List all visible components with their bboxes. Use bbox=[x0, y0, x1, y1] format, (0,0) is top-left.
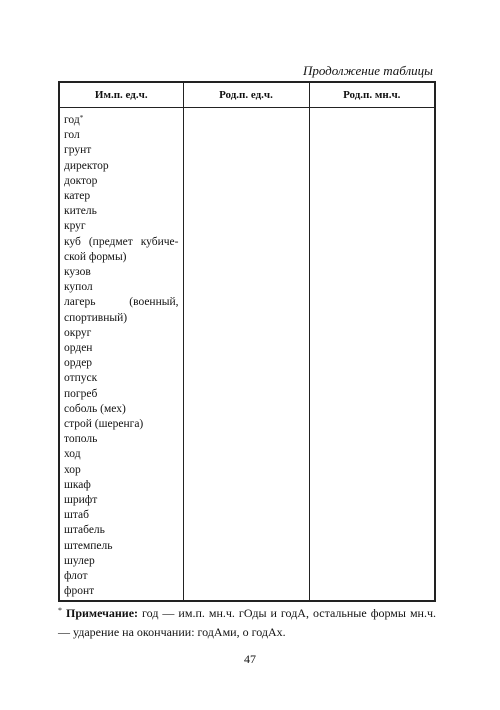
note-marker: * bbox=[58, 606, 62, 615]
word-entry: купол bbox=[64, 281, 93, 294]
word-entry: округ bbox=[64, 326, 92, 339]
word-entry: соболь (мех) bbox=[64, 402, 126, 415]
word-entry: флот bbox=[64, 570, 88, 583]
word-entry: тополь bbox=[64, 433, 98, 446]
genitive-singular-column bbox=[183, 108, 309, 601]
word-entry bbox=[64, 113, 179, 128]
genitive-plural-column bbox=[309, 108, 435, 601]
table-caption: Продолжение таблицы bbox=[302, 63, 433, 78]
word-entry: погреб bbox=[64, 387, 98, 400]
word-entry: ход bbox=[64, 448, 81, 461]
word-entry: штабель bbox=[64, 524, 105, 537]
declension-table bbox=[58, 81, 436, 602]
word-entry: катер bbox=[64, 190, 91, 203]
footnote bbox=[58, 604, 436, 642]
nominative-singular-column bbox=[59, 108, 183, 601]
note-text: год — им.п. мн.ч. гОды и годА, остальные формы мн.ч. — ударение на окончании: годАми, о годАх. bbox=[58, 606, 436, 639]
word-entry: кузов bbox=[64, 266, 91, 279]
header-genitive-singular: Род.п. ед.ч. bbox=[183, 82, 309, 108]
word-entry: директор bbox=[64, 159, 109, 172]
word-entry: отпуск bbox=[64, 372, 98, 385]
word-entry: орден bbox=[64, 342, 93, 355]
word-entry: штаб bbox=[64, 509, 89, 522]
word-entry: доктор bbox=[64, 174, 98, 187]
word-list bbox=[60, 108, 183, 600]
word-entry: китель bbox=[64, 205, 97, 218]
word-entry: лагерь (военный, спортивный) bbox=[64, 296, 179, 324]
word-entry: строй (шеренга) bbox=[64, 418, 144, 431]
note-label: Примечание: bbox=[66, 606, 139, 620]
word-entry: штемпель bbox=[64, 539, 113, 552]
word-entry: шулер bbox=[64, 554, 95, 567]
table-row bbox=[59, 108, 435, 601]
header-genitive-plural: Род.п. мн.ч. bbox=[309, 82, 435, 108]
header-nominative-singular: Им.п. ед.ч. bbox=[59, 82, 183, 108]
word-entry: круг bbox=[64, 220, 86, 233]
word-entry: фронт bbox=[64, 585, 95, 598]
word-entry: хор bbox=[64, 463, 81, 476]
word-entry: куб (предмет кубиче-ской формы) bbox=[64, 235, 179, 263]
word-entry: гол bbox=[64, 129, 80, 142]
word-entry: ордер bbox=[64, 357, 93, 370]
word-entry: шкаф bbox=[64, 478, 91, 491]
table-header-row bbox=[59, 82, 435, 108]
page-number: 47 bbox=[244, 652, 256, 666]
footnote-marker: * bbox=[79, 114, 84, 122]
word-text: год bbox=[64, 114, 80, 126]
word-entry: грунт bbox=[64, 144, 92, 157]
word-entry: шрифт bbox=[64, 494, 98, 507]
